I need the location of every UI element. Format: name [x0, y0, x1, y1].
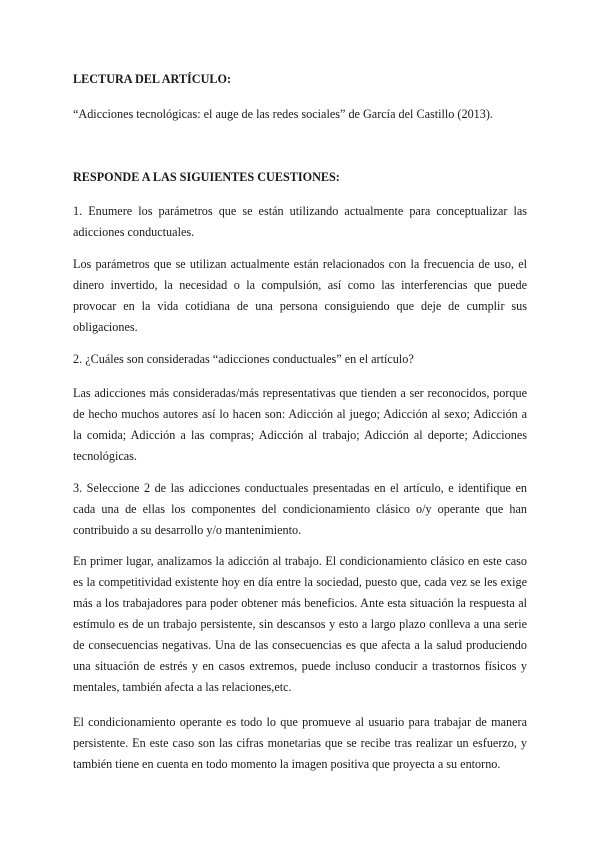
answer-1: Los parámetros que se utilizan actualmente están relacionados con la frecuencia de uso, el dinero invertido, la necesidad o la compulsión, así como las interferencias que puede provocar en la vida cotidiana de una persona consiguiendo que deje de cumplir sus obligaciones. — [73, 257, 527, 334]
question-1: 1. Enumere los parámetros que se están utilizando actualmente para conceptualizar las adicciones conductuales. — [73, 204, 527, 239]
question-3: 3. Seleccione 2 de las adicciones conductuales presentadas en el artículo, e identifique en cada una de ellas los componentes del condicionamiento clásico o/y operante que han contribuido a su desarrollo y/o mantenimiento. — [73, 481, 527, 537]
questions-heading: RESPONDE A LAS SIGUIENTES CUESTIONES: — [73, 170, 340, 184]
article-heading: LECTURA DEL ARTÍCULO: — [73, 72, 232, 86]
answer-3-paragraph-2: El condicionamiento operante es todo lo que promueve al usuario para trabajar de manera persistente. En este caso son las cifras monetarias que se recibe tras realizar un esfuerzo, y también tiene en cuenta en todo momento la imagen positiva que proyecta a su entorno. — [73, 715, 527, 771]
article-citation: “Adicciones tecnológicas: el auge de las redes sociales” de García del Castillo (2013). — [73, 107, 493, 121]
question-2: 2. ¿Cuáles son consideradas “adicciones conductuales” en el artículo? — [73, 352, 414, 366]
answer-3-paragraph-1: En primer lugar, analizamos la adicción al trabajo. El condicionamiento clásico en este caso es la competitividad existente hoy en día entre la sociedad, puesto que, cada vez se les exige más a los trabajadores para poder obtener más beneficios. Ante esta situación la respuesta al estímulo es de un trabajo persistente, sin descansos y esto a largo plazo conlleva a una serie de consecuencias negativas. Una de las consecuencias es que afecta a la salud produciendo una situación de estrés y en casos extremos, puede incluso conducir a trastornos físicos y mentales, también afecta a las relaciones,etc. — [73, 554, 527, 694]
answer-2: Las adicciones más consideradas/más representativas que tienden a ser reconocidos, porque de hecho muchos autores así lo hacen son: Adicción al juego; Adicción al sexo; Adicción a la comida; Adicción a las compras; Adicción al trabajo; Adicción al deporte; Adicciones tecnológicas. — [73, 386, 527, 463]
